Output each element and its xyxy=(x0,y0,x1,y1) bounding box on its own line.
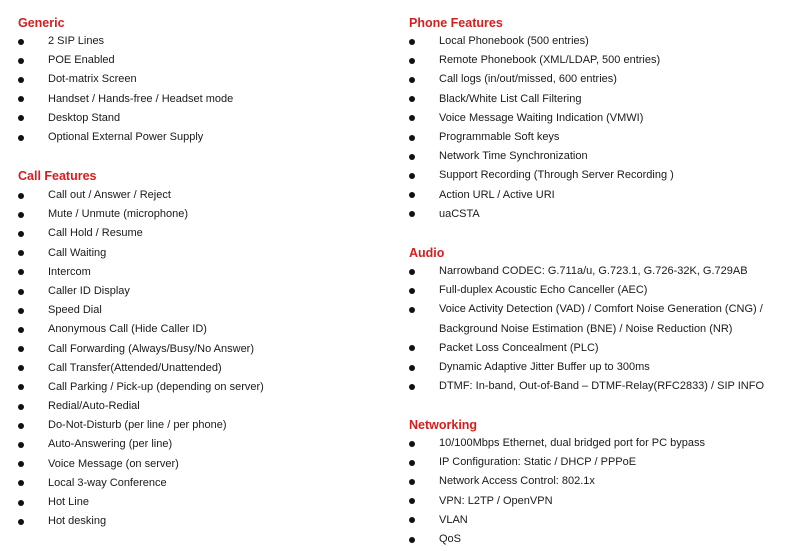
bullet-icon xyxy=(409,517,415,523)
list-item-text: Call Transfer(Attended/Unattended) xyxy=(48,361,222,374)
bullet-icon xyxy=(18,269,24,275)
list-item xyxy=(18,455,264,474)
list-item-text: uaCSTA xyxy=(439,207,480,220)
bullet-icon xyxy=(409,345,415,351)
list-item-text: IP Configuration: Static / DHCP / PPPoE xyxy=(439,456,637,469)
list-item-text: QoS xyxy=(439,532,462,545)
list-item-text: Voice Message (on server) xyxy=(48,457,179,470)
list-item-text: Do-Not-Disturb (per line / per phone) xyxy=(48,419,227,432)
list-item-text: Support Recording (Through Server Recording ) xyxy=(439,169,674,182)
bullet-icon xyxy=(409,154,415,160)
list-item-text: Caller ID Display xyxy=(48,284,130,297)
bullet-icon xyxy=(409,460,415,466)
list-item xyxy=(18,416,264,435)
bullet-icon xyxy=(409,192,415,198)
list-item xyxy=(18,282,264,301)
networking-list xyxy=(409,434,705,549)
list-item-text: DTMF: In-band, Out-of-Band – DTMF-Relay(RFC2833) / SIP INFO xyxy=(439,380,764,393)
list-item xyxy=(18,90,233,109)
list-item xyxy=(18,244,264,263)
list-item-text: Black/White List Call Filtering xyxy=(439,92,582,105)
list-item xyxy=(18,474,264,493)
list-item-text: Packet Loss Concealment (PLC) xyxy=(439,341,599,354)
list-item xyxy=(18,205,264,224)
list-item-text: Mute / Unmute (microphone) xyxy=(48,208,188,221)
list-item-text: Network Access Control: 802.1x xyxy=(439,475,595,488)
list-item xyxy=(18,301,264,320)
list-item xyxy=(18,340,264,359)
bullet-icon xyxy=(18,212,24,218)
bullet-icon xyxy=(18,346,24,352)
list-item xyxy=(409,186,674,205)
list-item xyxy=(409,300,769,338)
bullet-icon xyxy=(18,404,24,410)
list-item-text: Speed Dial xyxy=(48,304,102,317)
bullet-icon xyxy=(18,289,24,295)
audio-list xyxy=(409,262,769,396)
bullet-icon xyxy=(409,135,415,141)
phone-features-section-title: Phone Features xyxy=(409,16,503,30)
bullet-icon xyxy=(409,384,415,390)
bullet-icon xyxy=(409,115,415,121)
list-item xyxy=(18,224,264,243)
list-item xyxy=(18,359,264,378)
list-item-text: Hot Line xyxy=(48,496,89,508)
list-item xyxy=(18,397,264,416)
bullet-icon xyxy=(409,307,415,313)
list-item xyxy=(409,166,674,185)
bullet-icon xyxy=(18,250,24,256)
bullet-icon xyxy=(18,96,24,102)
list-item xyxy=(409,530,705,549)
bullet-icon xyxy=(409,96,415,102)
list-item xyxy=(18,435,264,454)
bullet-icon xyxy=(409,211,415,217)
networking-section-title: Networking xyxy=(409,418,478,432)
bullet-icon xyxy=(18,461,24,467)
list-item xyxy=(409,511,705,530)
bullet-icon xyxy=(409,173,415,179)
list-item xyxy=(409,51,674,70)
list-item-text: Local Phonebook (500 entries) xyxy=(439,35,589,47)
bullet-icon xyxy=(409,537,415,543)
list-item xyxy=(18,263,264,282)
list-item-text: Handset / Hands-free / Headset mode xyxy=(48,92,234,105)
list-item xyxy=(18,320,264,339)
list-item-text: Anonymous Call (Hide Caller ID) xyxy=(48,323,207,336)
bullet-icon xyxy=(18,480,24,486)
list-item xyxy=(409,128,674,147)
list-item-text: Redial/Auto-Redial xyxy=(48,400,140,413)
list-item-text: Call out / Answer / Reject xyxy=(48,189,171,201)
bullet-icon xyxy=(409,77,415,83)
bullet-icon xyxy=(409,288,415,294)
list-item-text: Optional External Power Supply xyxy=(48,130,204,143)
bullet-icon xyxy=(18,231,24,237)
list-item xyxy=(409,32,674,51)
call-features-section-title: Call Features xyxy=(18,169,97,183)
bullet-icon xyxy=(409,39,415,45)
list-item xyxy=(18,70,233,89)
list-item-text: Call Parking / Pick-up (depending on server) xyxy=(48,380,264,393)
list-item-text: Hot desking xyxy=(48,515,107,528)
list-item xyxy=(409,109,674,128)
bullet-icon xyxy=(18,442,24,448)
bullet-icon xyxy=(18,193,24,199)
list-item xyxy=(18,32,233,51)
list-item xyxy=(409,262,769,281)
bullet-icon xyxy=(18,384,24,390)
list-item-text: Desktop Stand xyxy=(48,111,121,124)
list-item-text: Auto-Answering (per line) xyxy=(48,438,173,451)
list-item-text: VLAN xyxy=(439,513,468,526)
bullet-icon xyxy=(18,115,24,121)
list-item-text: POE Enabled xyxy=(48,54,115,67)
bullet-icon xyxy=(18,77,24,83)
list-item xyxy=(409,492,705,511)
list-item xyxy=(18,378,264,397)
bullet-icon xyxy=(409,441,415,447)
list-item-text: Call Forwarding (Always/Busy/No Answer) xyxy=(48,342,255,355)
list-item xyxy=(18,109,233,128)
list-item xyxy=(409,205,674,224)
list-item-text: Narrowband CODEC: G.711a/u, G.723.1, G.726-32K, G.729AB xyxy=(439,265,748,277)
bullet-icon xyxy=(18,327,24,333)
generic-list xyxy=(18,32,233,147)
list-item-text: Programmable Soft keys xyxy=(439,130,560,143)
bullet-icon xyxy=(18,308,24,314)
list-item xyxy=(409,339,769,358)
list-item xyxy=(409,281,769,300)
bullet-icon xyxy=(18,58,24,64)
bullet-icon xyxy=(18,39,24,45)
list-item-text: Intercom xyxy=(48,265,91,278)
list-item-text: VPN: L2TP / OpenVPN xyxy=(439,494,553,507)
generic-section-title: Generic xyxy=(18,16,65,30)
list-item xyxy=(409,70,674,89)
list-item-text: Voice Message Waiting Indication (VMWI) xyxy=(439,111,644,124)
list-item-text: Remote Phonebook (XML/LDAP, 500 entries) xyxy=(439,54,661,67)
bullet-icon xyxy=(18,423,24,429)
list-item xyxy=(18,512,264,531)
bullet-icon xyxy=(18,500,24,506)
list-item xyxy=(18,493,264,512)
list-item-text: 10/100Mbps Ethernet, dual bridged port for PC bypass xyxy=(439,437,705,449)
bullet-icon xyxy=(18,135,24,141)
list-item-text: 2 SIP Lines xyxy=(48,35,105,47)
bullet-icon xyxy=(409,269,415,275)
list-item-text: Call Hold / Resume xyxy=(48,227,143,240)
list-item xyxy=(409,358,769,377)
list-item xyxy=(18,186,264,205)
list-item-text: Network Time Synchronization xyxy=(439,150,588,163)
list-item-text: Full-duplex Acoustic Echo Canceller (AEC) xyxy=(439,284,648,297)
list-item-text: Dynamic Adaptive Jitter Buffer up to 300ms xyxy=(439,360,650,373)
list-item xyxy=(18,51,233,70)
list-item-text: Call logs (in/out/missed, 600 entries) xyxy=(439,73,617,86)
list-item xyxy=(409,434,705,453)
list-item xyxy=(18,128,233,147)
bullet-icon xyxy=(18,365,24,371)
list-item xyxy=(409,472,705,491)
bullet-icon xyxy=(409,479,415,485)
bullet-icon xyxy=(18,519,24,525)
list-item-text: Voice Activity Detection (VAD) / Comfort Noise Generation (CNG) / Background Noise Estimation (BNE) / Noise Reduction (NR) xyxy=(439,303,763,335)
list-item-text: Local 3-way Conference xyxy=(48,476,167,489)
list-item xyxy=(409,90,674,109)
audio-section-title: Audio xyxy=(409,246,445,260)
bullet-icon xyxy=(409,498,415,504)
list-item xyxy=(409,147,674,166)
list-item xyxy=(409,377,769,396)
list-item-text: Call Waiting xyxy=(48,246,107,259)
list-item-text: Action URL / Active URI xyxy=(439,188,555,201)
list-item xyxy=(409,453,705,472)
phone-features-list xyxy=(409,32,674,224)
call-features-list xyxy=(18,186,264,531)
list-item-text: Dot-matrix Screen xyxy=(48,73,137,86)
bullet-icon xyxy=(409,365,415,371)
bullet-icon xyxy=(409,58,415,64)
